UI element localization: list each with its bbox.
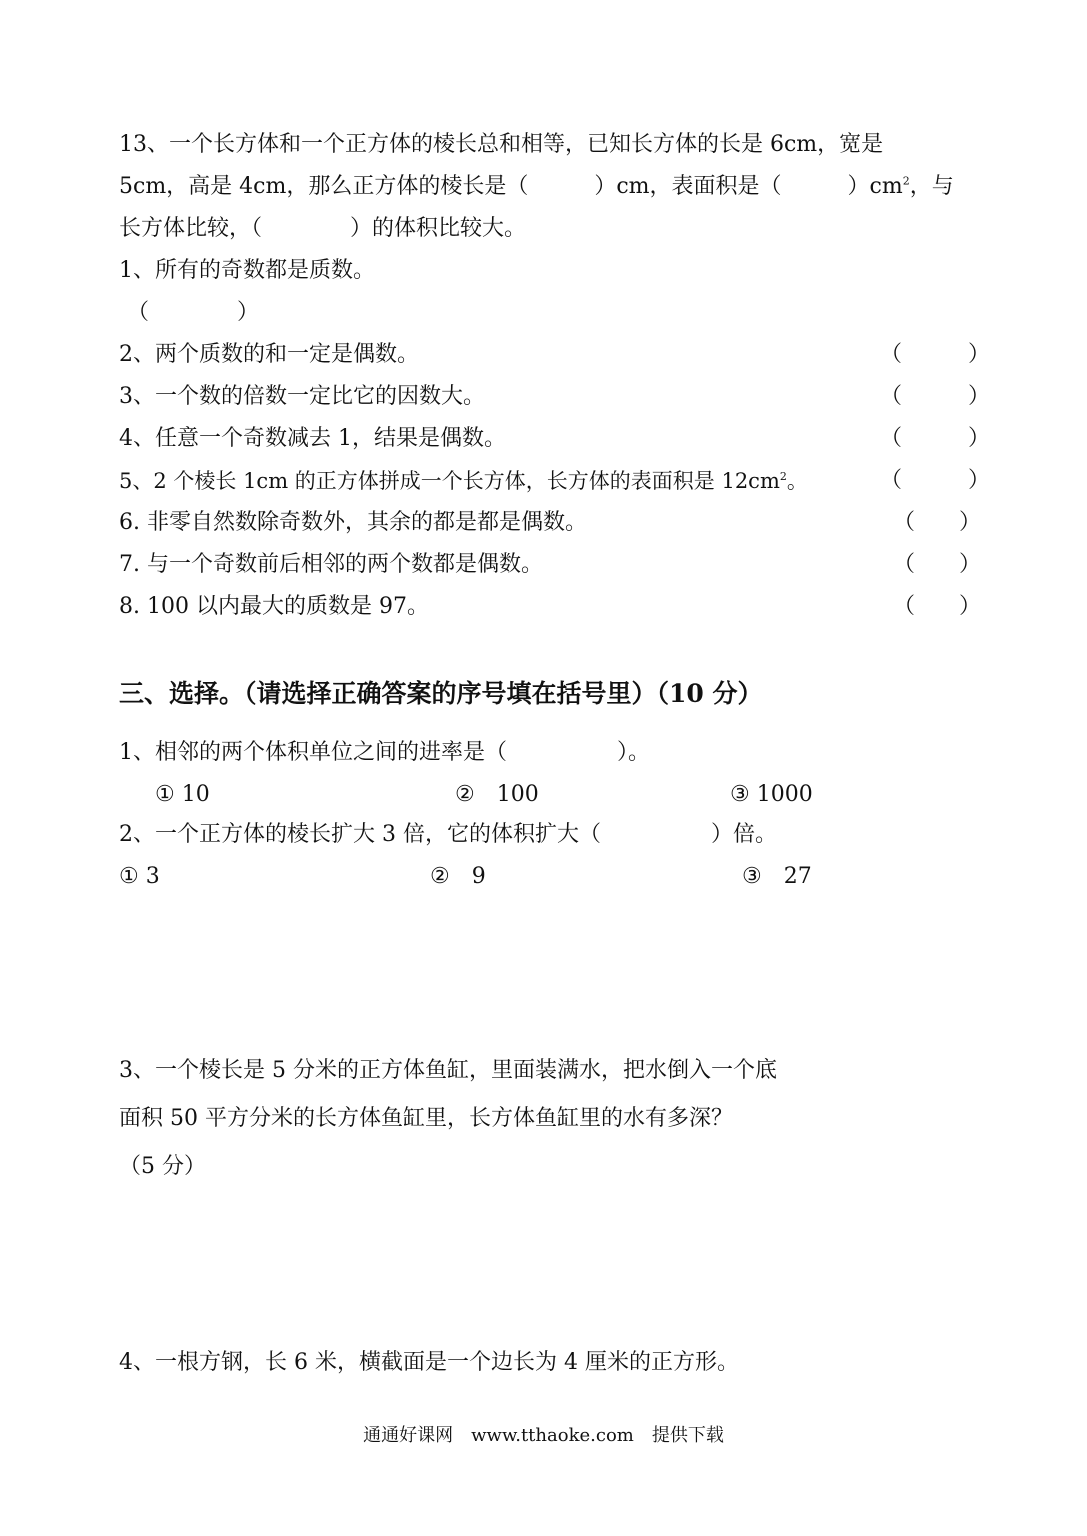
judge-paren-5[interactable]: （ ）: [880, 468, 991, 493]
judge-paren-2[interactable]: （ ）: [880, 342, 991, 367]
judge-item-6: 6. 非零自然数除奇数外，其余的都是都是偶数。: [119, 510, 587, 535]
judge-item-4: 4、任意一个奇数减去 1，结果是偶数。: [119, 426, 506, 451]
judge-item-5-sup: 2: [779, 470, 787, 483]
judge-item-5: [119, 466, 808, 496]
judge-item-8: 8. 100 以内最大的质数是 97。: [119, 594, 429, 619]
judge-paren-4[interactable]: （ ）: [880, 426, 991, 451]
judge-item-5-tail: 。: [786, 469, 808, 493]
choice-q1-option-1[interactable]: ① 10: [155, 782, 210, 807]
choice-q2-option-3[interactable]: ③ 27: [742, 864, 812, 889]
judge-paren-8[interactable]: （ ）: [893, 594, 982, 619]
problem-4-line1: 4、一根方钢，长 6 米，横截面是一个边长为 4 厘米的正方形。: [119, 1350, 739, 1375]
judge-paren-6[interactable]: （ ）: [893, 510, 982, 535]
choice-q1: 1、相邻的两个体积单位之间的进率是（ ）。: [119, 740, 650, 765]
choice-q2: 2、一个正方体的棱长扩大 3 倍，它的体积扩大（ ）倍。: [119, 822, 777, 847]
judge-paren-7[interactable]: （ ）: [893, 552, 982, 577]
footer-credit: 通通好课网 www.tthaoke.com 提供下载: [363, 1425, 724, 1446]
problem-3-line2: 面积 50 平方分米的长方体鱼缸里，长方体鱼缸里的水有多深？: [119, 1106, 733, 1131]
judge-paren-3[interactable]: （ ）: [880, 384, 991, 409]
q13-line3: 长方体比较，（ ）的体积比较大。: [119, 216, 527, 241]
choice-q1-option-2[interactable]: ② 100: [455, 782, 539, 807]
q13-line2: [119, 172, 954, 202]
q13-line1: 13、一个长方体和一个正方体的棱长总和相等，已知长方体的长是 6cm，宽是: [119, 132, 884, 157]
section-heading-choice: 三、选择。（请选择正确答案的序号填在括号里）（10 分）: [119, 679, 763, 708]
judge-item-5-text: 5、2 个棱长 1cm 的正方体拼成一个长方体，长方体的表面积是 12cm: [119, 469, 780, 493]
problem-3-line1: 3、一个棱长是 5 分米的正方体鱼缸，里面装满水，把水倒入一个底: [119, 1058, 777, 1083]
judge-item-7: 7. 与一个奇数前后相邻的两个数都是偶数。: [119, 552, 543, 577]
q13-line2-a: 5cm，高是 4cm，那么正方体的棱长是（ ）cm，表面积是（ ）cm: [119, 174, 903, 199]
problem-3-line3: （5 分）: [119, 1154, 206, 1179]
q13-line2-b: ，与: [909, 174, 954, 199]
choice-q2-option-2[interactable]: ② 9: [430, 864, 486, 889]
judge-paren-1[interactable]: （ ）: [127, 300, 260, 325]
choice-q1-option-3[interactable]: ③ 1000: [730, 782, 813, 807]
judge-item-1: 1、所有的奇数都是质数。: [119, 258, 375, 283]
judge-item-2: 2、两个质数的和一定是偶数。: [119, 342, 419, 367]
q13-sup: 2: [902, 174, 910, 188]
judge-item-3: 3、一个数的倍数一定比它的因数大。: [119, 384, 485, 409]
choice-q2-option-1[interactable]: ① 3: [119, 864, 160, 889]
